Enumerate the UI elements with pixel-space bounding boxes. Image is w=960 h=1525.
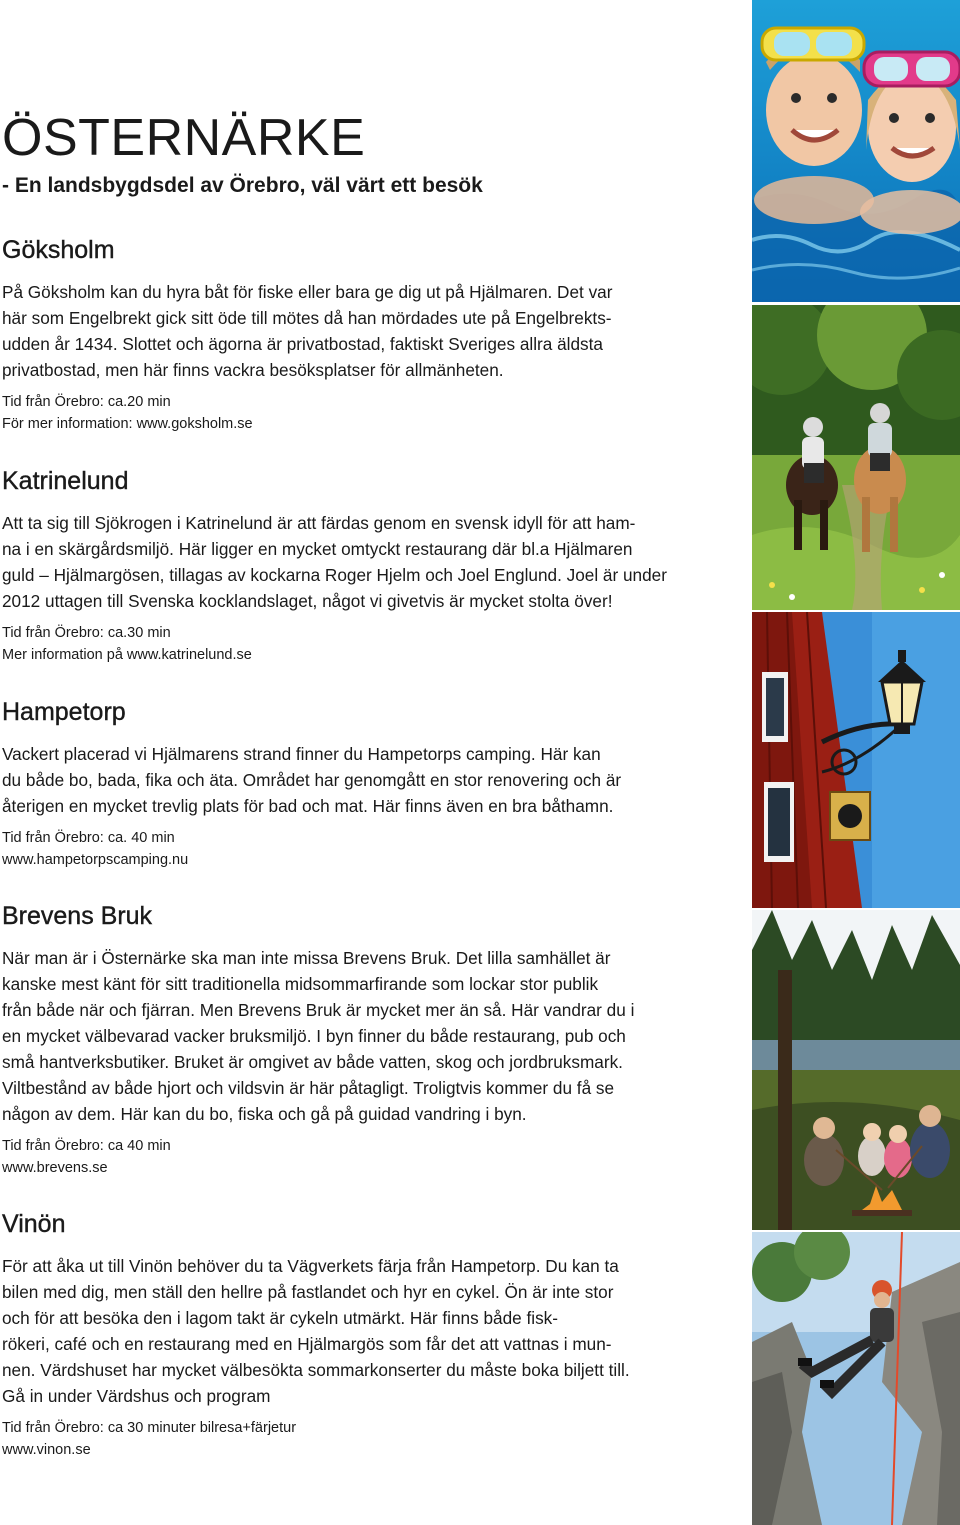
section-vinon (2, 1208, 737, 1461)
photo-horse-riding (752, 305, 960, 610)
section-body (2, 510, 737, 614)
section-heading: Göksholm (2, 236, 115, 264)
section-meta (2, 1135, 737, 1179)
body-line: någon av dem. Här kan du bo, fiska och gå på guidad vandring i byn. (2, 1104, 527, 1124)
section-meta (2, 827, 737, 871)
body-line: från både när och fjärran. Men Brevens Bruk är mycket mer än så. Här vandrar du i (2, 1000, 635, 1020)
section-hampetorp (2, 696, 737, 871)
section-katrinelund (2, 465, 737, 666)
photo-red-house-lantern (752, 612, 960, 908)
body-line: och för att besöka den i lagom takt är cykeln utmärkt. Här finns både fisk- (2, 1308, 558, 1328)
body-line: här som Engelbrekt gick sitt öde till mötes då han mördades ute på Engelbrekts- (2, 308, 612, 328)
travel-time: Tid från Örebro: ca. 40 min (2, 830, 175, 846)
body-line: Att ta sig till Sjökrogen i Katrinelund är att färdas genom en svensk idyll för att ham- (2, 513, 636, 533)
body-line: guld – Hjälmargösen, tillagas av kockarna Roger Hjelm och Joel Englund. Joel är under (2, 565, 667, 585)
section-body (2, 741, 737, 819)
section-heading: Hampetorp (2, 698, 126, 726)
travel-time: Tid från Örebro: ca 40 min (2, 1138, 171, 1154)
page-title: ÖSTERNÄRKE (2, 109, 366, 167)
info-link[interactable]: www.hampetorpscamping.nu (2, 852, 189, 868)
section-meta (2, 1417, 737, 1461)
section-heading: Katrinelund (2, 467, 129, 495)
body-line: en mycket välbevarad vacker bruksmiljö. I byn finner du både restaurang, pub och (2, 1026, 626, 1046)
travel-time: Tid från Örebro: ca 30 minuter bilresa+färjetur (2, 1420, 297, 1436)
info-link[interactable]: Mer information på www.katrinelund.se (2, 647, 252, 663)
body-line: Vackert placerad vi Hjälmarens strand finner du Hampetorps camping. Här kan (2, 744, 601, 764)
photo-children-swimming (752, 0, 960, 302)
page-subtitle: - En landsbygdsdel av Örebro, väl värt ett besök (2, 174, 483, 197)
section-body (2, 945, 737, 1127)
info-link[interactable]: www.brevens.se (2, 1160, 108, 1176)
body-line: små hantverksbutiker. Bruket är omgivet av både vatten, skog och jordbruksmark. (2, 1052, 623, 1072)
section-heading: Vinön (2, 1210, 66, 1238)
body-line: bilen med dig, men ställ den hellre på fastlandet och hyr en cykel. Ön är inte stor (2, 1282, 614, 1302)
info-link[interactable]: För mer information: www.goksholm.se (2, 416, 253, 432)
travel-time: Tid från Örebro: ca.30 min (2, 625, 171, 641)
body-line: På Göksholm kan du hyra båt för fiske eller bara ge dig ut på Hjälmaren. Det var (2, 282, 613, 302)
body-line: Viltbestånd av både hjort och vildsvin är här påtagligt. Troligtvis kommer du få se (2, 1078, 615, 1098)
body-line: nen. Värdshuset har mycket välbesökta sommarkonserter du måste boka biljett till. (2, 1360, 630, 1380)
section-meta (2, 391, 737, 435)
body-line: rökeri, café och en restaurang med en Hjälmargös som får det att vattnas i mun- (2, 1334, 612, 1354)
photo-column (752, 0, 960, 1525)
photo-climber (752, 1232, 960, 1525)
photo-family-campfire (752, 910, 960, 1230)
section-body (2, 1253, 737, 1409)
body-line: kanske mest känt för sitt traditionella midsommarfirande som lockar stor publik (2, 974, 599, 994)
section-brevens-bruk (2, 900, 737, 1179)
body-line: udden år 1434. Slottet och ägorna är privatbostad, faktiskt Sveriges allra äldsta (2, 334, 603, 354)
body-line: För att åka ut till Vinön behöver du ta Vägverkets färja från Hampetorp. Du kan ta (2, 1256, 619, 1276)
info-link[interactable]: www.vinon.se (2, 1442, 91, 1458)
section-meta (2, 622, 737, 666)
section-heading: Brevens Bruk (2, 902, 153, 930)
body-line: 2012 uttagen till Svenska kocklandslaget, något vi givetvis är mycket stolta över! (2, 591, 613, 611)
section-body (2, 279, 737, 383)
section-goksholm (2, 234, 737, 435)
body-line: du både bo, bada, fika och äta. Området har genomgått en stor renovering och är (2, 770, 622, 790)
body-line: återigen en mycket trevlig plats för bad och mat. Här finns även en bra båthamn. (2, 796, 614, 816)
travel-time: Tid från Örebro: ca.20 min (2, 394, 171, 410)
body-line: na i en skärgårdsmiljö. Här ligger en mycket omtyckt restaurang där bl.a Hjälmaren (2, 539, 633, 559)
body-line: privatbostad, men här finns vackra besöksplatser för allmänheten. (2, 360, 504, 380)
body-line: Gå in under Värdshus och program (2, 1386, 271, 1406)
body-line: När man är i Östernärke ska man inte missa Brevens Bruk. Det lilla samhället är (2, 948, 611, 968)
